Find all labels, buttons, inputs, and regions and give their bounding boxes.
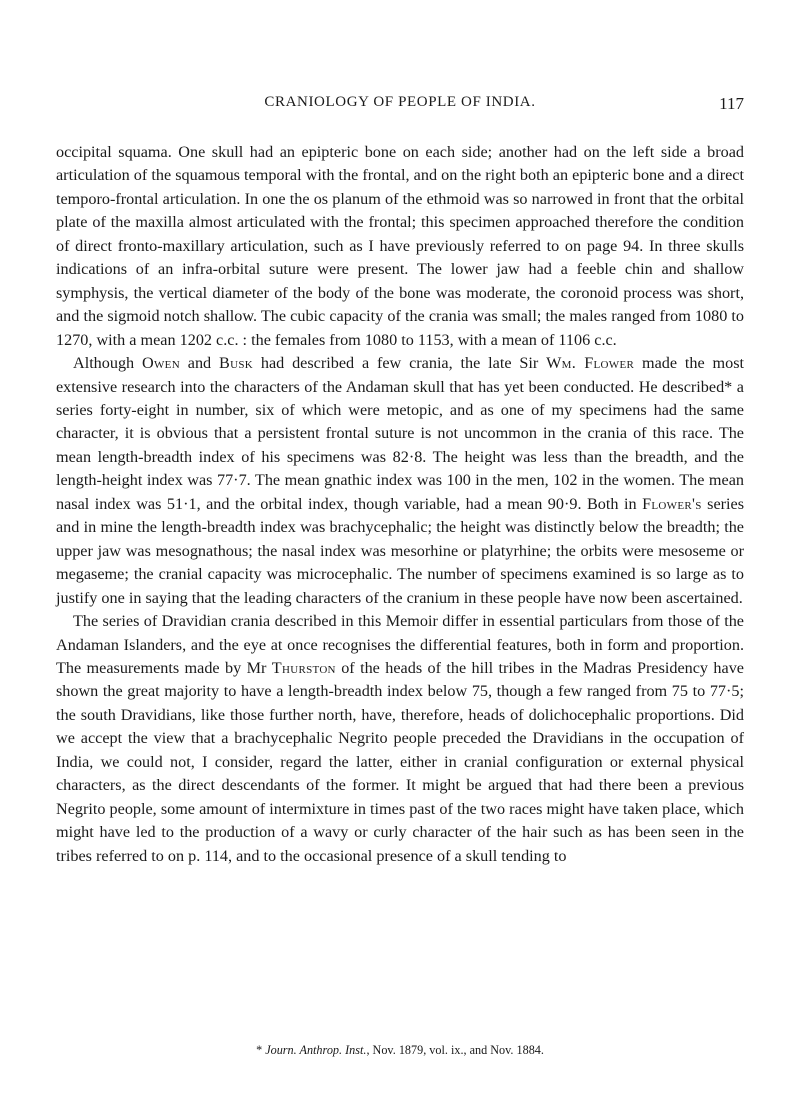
body-text [56,141,744,868]
footnote [56,1043,744,1058]
author-name-busk: Busk [219,354,254,373]
running-head [56,94,744,118]
footnote-marker: * [256,1043,266,1057]
footnote-journal: Journ. Anthrop. Inst. [265,1043,367,1057]
page-number: 117 [719,94,744,113]
footnote-citation: , Nov. 1879, vol. ix., and Nov. 1884. [366,1043,544,1057]
paragraph-3: The series of Dravidian crania described in this Memoir differ in essential particulars from those of the Andaman Islanders, and the eye at once recognises the differential features, both in form and proportion. The measurements made by Mr Thurston of the heads of the hill tribes in the Madras Presidency have shown the great majority to have a length-breadth index below 75, though a few ranged from 75 to 77·5; the south Dravidians, like those further north, have, therefore, heads of dolichocephalic proportions. Did we accept the view that a brachycephalic Negrito people preceded the Dravidians in the occupation of India, we could not, I consider, regard the latter, either in cranial configuration or external physical characters, as the direct descendants of the former. It might be argued that had there been a previous Negrito people, some amount of intermixture in times past of the two races might have taken place, which might have led to the production of a wavy or curly character of the hair such as has been seen in the tribes referred to on p. 114, and to the occasional presence of a skull tending to [56,612,744,865]
author-name-flower: Wm. Flower [546,354,635,373]
running-title: CRANIOLOGY OF PEOPLE OF INDIA. [264,94,536,110]
author-name-thurston: Thurston [271,658,336,677]
author-name-flowers: Flower's [642,494,702,513]
paragraph-1: occipital squama. One skull had an epipteric bone on each side; another had on the left side a broad articulation of the squamous temporal with the frontal, and on the right both an epipteric bone and a direct temporo-frontal articulation. In one the os planum of the ethmoid was so narrowed in front that the orbital plate of the maxilla almost articulated with the frontal; this specimen approached therefore the condition of direct fronto-maxillary articulation, such as I have previously referred to on page 94. In three skulls indications of an infra-orbital suture were present. The lower jaw had a feeble chin and shallow symphysis, the vertical diameter of the body of the bone was moderate, the coronoid process was short, and the sigmoid notch shallow. The cubic capacity of the crania was small; the males ranged from 1080 to 1270, with a mean 1202 c.c. : the females from 1080 to 1153, with a mean of 1106 c.c. [56,143,744,349]
author-name-owen: Owen [142,354,180,373]
paragraph-2: Although Owen and Busk had described a few crania, the late Sir Wm. Flower made the most extensive research into the characters of the Andaman skull that has yet been conducted. He described* a series forty-eight in number, six of which were metopic, and as one of my specimens had the same character, it is obvious that a persistent frontal suture is not uncommon in the crania of this race. The mean length-breadth index of his specimens was 82·8. The height was less than the breadth, and the length-height index was 77·7. The mean gnathic index was 100 in the men, 102 in the women. The mean nasal index was 51·1, and the orbital index, though variable, had a mean 90·9. Both in Flower's series and in mine the length-breadth index was brachycephalic; the height was distinctly below the breadth; the upper jaw was mesognathous; the nasal index was mesorhine or platyrhine; the orbits were mesoseme or megaseme; the cranial capacity was microcephalic. The number of specimens examined is so large as to justify one in saying that the leading characters of the cranium in these people have now been ascertained. [56,354,744,607]
